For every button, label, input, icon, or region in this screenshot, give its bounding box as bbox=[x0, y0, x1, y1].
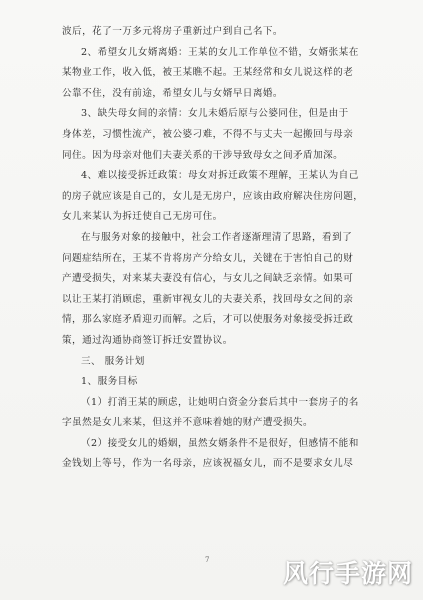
watermark-logo: 风行手游网 bbox=[282, 559, 413, 588]
text-line: 的房子就应该是自己的，女儿是无房户，应该由政府解决住房问题， bbox=[62, 190, 364, 202]
section-heading: 三、 服务计划 bbox=[81, 355, 145, 367]
text-line: 问题症结所在，王某不肯将房产分给女儿，关键在于害怕自己的财 bbox=[62, 252, 354, 264]
text-line: （2）接受女儿的婚姻，虽然女婿条件不是很好，但感情不能和 bbox=[81, 437, 359, 449]
text-line: 在与服务对象的接触中，社会工作者逐渐理清了思路，看到了 bbox=[81, 231, 353, 243]
text-line: 4、难以接受拆迁政策：母女对拆迁政策不理解，王某认为自己 bbox=[81, 170, 359, 182]
text-line: 情，那么家庭矛盾迎刃而解。之后，才可以使服务对象接受拆迁政 bbox=[62, 314, 354, 326]
text-line: 波后，花了一万多元将房子重新过户到自己名下。 bbox=[62, 26, 283, 37]
text-line: 身体差，习惯性流产，被公婆刁难，不得不与丈夫一起搬回与母亲 bbox=[62, 128, 354, 140]
document-body bbox=[62, 22, 367, 475]
text-line: 字虽然是女儿来某，但这并不意味着她的财产遭受损失。 bbox=[62, 417, 314, 429]
text-line: 以让王某打消顾虑，重新审视女儿的夫妻关系，找回母女之间的亲 bbox=[62, 293, 354, 305]
text-line: 金钱划上等号，作为一名母亲，应该祝福女儿，而不是要求女儿尽 bbox=[62, 458, 354, 470]
page-number: 7 bbox=[205, 556, 210, 564]
text-line: 同住。因为母亲对他们夫妻关系的干涉导致母女之间矛盾加深。 bbox=[62, 149, 344, 161]
text-line: 2、希望女儿女婿离婚：王某的女儿工作单位不错，女婿张某在 bbox=[81, 46, 359, 58]
text-line: 3、缺失母女间的亲情：女儿未婚后原与公婆同住，但是由于 bbox=[81, 108, 349, 120]
text-line: 某物业工作，收入低，被王某瞧不起。王某经常和女儿说这样的老 bbox=[62, 67, 354, 79]
text-line: 产遭受损失，对来某夫妻没有信心，与女儿之间缺乏亲情。如果可 bbox=[62, 273, 354, 285]
text-line: （1）打消王某的顾虑，让她明白资金分套后其中一套房子的名 bbox=[81, 396, 359, 408]
subsection-heading: 1、服务目标 bbox=[81, 376, 138, 388]
text-line: 女儿来某认为拆迁使自己无房可住。 bbox=[62, 211, 223, 223]
text-line: 公靠不住，没有前途，希望女儿与女婿早日离婚。 bbox=[62, 87, 283, 99]
text-line: 策，通过沟通协商签订拆迁安置协议。 bbox=[62, 334, 233, 346]
